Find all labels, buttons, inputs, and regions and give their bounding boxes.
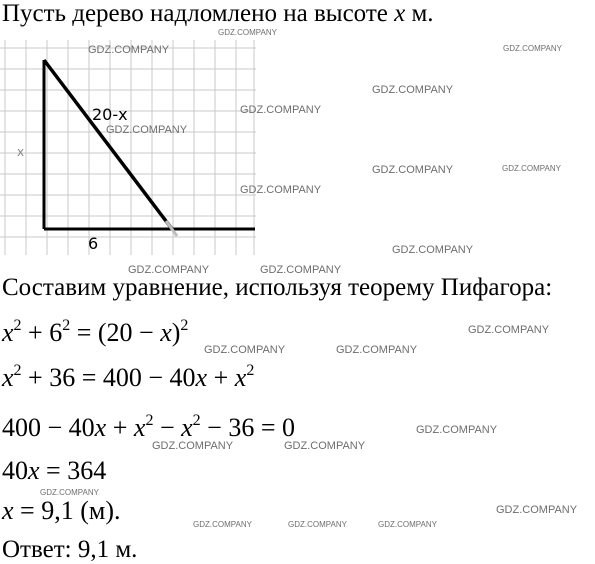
hypotenuse-label: 20-x <box>92 105 128 124</box>
watermark: GDZ.COMPANY <box>240 104 322 116</box>
eq5-rest: = 9,1 (м). <box>13 496 121 525</box>
equation-4 <box>2 457 106 485</box>
eq2-var2-exp: 2 <box>246 362 255 379</box>
watermark: GDZ.COMPANY <box>288 520 347 529</box>
eq1-close: ) <box>171 318 181 347</box>
eq3-minus: − <box>153 413 182 442</box>
watermark: GDZ.COMPANY <box>416 424 498 436</box>
eq1-x-exp: 2 <box>13 317 22 334</box>
equation-1 <box>2 319 188 347</box>
watermark: GDZ.COMPANY <box>128 264 210 276</box>
watermark: GDZ.COMPANY <box>40 488 99 497</box>
eq1-x: x <box>2 318 14 347</box>
eq3-var2-exp: 2 <box>145 412 154 429</box>
watermark: GDZ.COMPANY <box>502 164 561 173</box>
eq4-a: 40 <box>2 456 28 485</box>
eq2-x: x <box>2 363 14 392</box>
eq2-x-exp: 2 <box>13 362 22 379</box>
equation-5 <box>2 497 120 525</box>
eq4-var: x <box>28 456 40 485</box>
watermark: GDZ.COMPANY <box>392 244 474 256</box>
base-label: 6 <box>88 234 99 253</box>
compose-line: Составим уравнение, используя теорему Пифагора: <box>2 274 553 301</box>
eq3-var2: x <box>133 413 146 442</box>
eq3-var3: x <box>181 413 193 442</box>
eq1-close-exp: 2 <box>180 317 189 334</box>
equation-2 <box>2 364 254 392</box>
eq3-var3-exp: 2 <box>192 412 201 429</box>
eq3-var: x <box>94 413 107 442</box>
watermark: GDZ.COMPANY <box>152 440 234 452</box>
eq3-a: 400 − 40 <box>2 413 95 442</box>
watermark: GDZ.COMPANY <box>240 184 322 196</box>
triangle-diagram <box>0 40 260 260</box>
watermark: GDZ.COMPANY <box>503 44 562 53</box>
watermark: GDZ.COMPANY <box>378 520 437 529</box>
answer-line: Ответ: 9,1 м. <box>2 536 138 563</box>
side-label: x <box>17 145 25 159</box>
watermark: GDZ.COMPANY <box>468 324 550 336</box>
watermark: GDZ.COMPANY <box>372 164 454 176</box>
watermark: GDZ.COMPANY <box>336 344 418 356</box>
watermark: GDZ.COMPANY <box>204 344 286 356</box>
grid-lines <box>0 40 256 255</box>
intro-text: Пусть дерево надломлено на высоте <box>2 0 395 27</box>
watermark: GDZ.COMPANY <box>88 44 170 56</box>
eq3-rest: − 36 = 0 <box>200 413 295 442</box>
watermark: GDZ.COMPANY <box>260 264 342 276</box>
watermark: GDZ.COMPANY <box>372 84 454 96</box>
eq2-plus: + <box>207 363 235 392</box>
watermark: GDZ.COMPANY <box>218 28 277 37</box>
watermark: GDZ.COMPANY <box>106 124 188 136</box>
eq1-mid: + 6 <box>21 318 63 347</box>
eq5-var: x <box>2 496 14 525</box>
eq1-var: x <box>160 318 172 347</box>
triangle-hypotenuse <box>44 60 172 229</box>
eq1-mid-exp: 2 <box>62 317 71 334</box>
eq2-var: x <box>195 363 208 392</box>
intro-line <box>2 0 434 28</box>
intro-variable: x <box>394 0 406 27</box>
watermark: GDZ.COMPANY <box>496 504 578 516</box>
eq1-rest: = (20 − <box>70 318 161 347</box>
eq3-plus: + <box>106 413 134 442</box>
eq2-var2: x <box>234 363 247 392</box>
watermark: GDZ.COMPANY <box>284 440 366 452</box>
equation-3 <box>2 414 295 442</box>
intro-unit: м. <box>405 0 434 27</box>
watermark: GDZ.COMPANY <box>193 520 252 529</box>
eq4-rest: = 364 <box>39 456 107 485</box>
eq2-mid: + 36 = 400 − 40 <box>21 363 196 392</box>
